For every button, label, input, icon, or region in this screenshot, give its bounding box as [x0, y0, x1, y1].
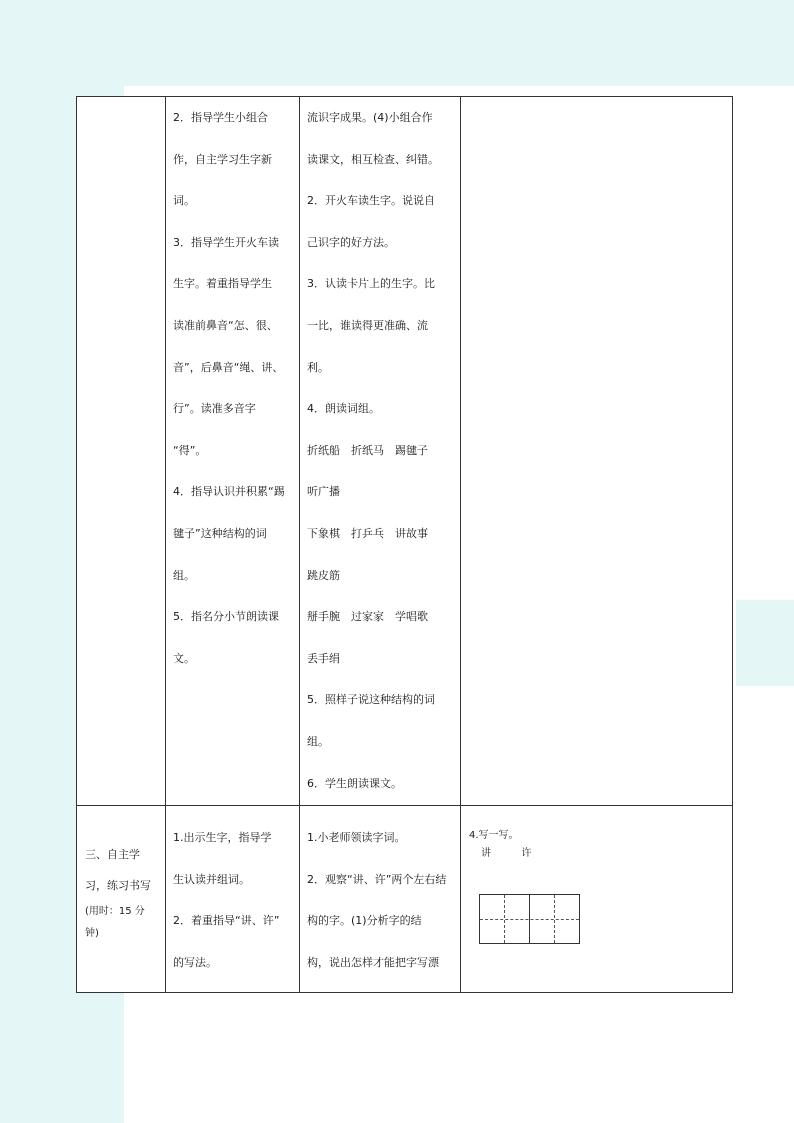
practice-heading: 4.写一写。	[469, 830, 519, 841]
text-line: 读准前鼻音“怎、很、	[173, 318, 278, 332]
row2-section-title	[85, 839, 151, 945]
text-line: 2．着重指导“讲、许”	[173, 914, 280, 928]
text-line: 组。	[307, 734, 329, 748]
text-line: 己识字的好方法。	[307, 235, 395, 249]
practice-characters	[469, 845, 531, 863]
text-line: 利。	[307, 360, 329, 374]
text-line: 丢手绢	[307, 651, 340, 665]
text-line: 2．开火车读生字。说说自	[307, 194, 435, 208]
text-line: 读课文，相互检查、纠错。	[307, 152, 439, 166]
text-line: 生字。着重指导学生	[173, 277, 272, 291]
text-line: 跳皮筋	[307, 568, 340, 582]
page-band-right	[736, 600, 794, 686]
text-line: 4．朗读词组。	[307, 402, 380, 416]
page-band-top	[0, 0, 794, 86]
text-line: (用时：15 分	[85, 906, 145, 917]
text-line: 组。	[173, 568, 195, 582]
text-line: 三、自主学	[85, 848, 140, 861]
text-line: 5．照样子说这种结构的词	[307, 693, 435, 707]
text-line: 4．指导认识并积累“踢	[173, 485, 285, 499]
text-line: 生认读并组词。	[173, 872, 250, 886]
row2-student-activities	[307, 817, 446, 983]
text-line: 3．指导学生开火车读	[173, 235, 279, 249]
text-line: 一比，谁读得更准确、流	[307, 318, 428, 332]
text-line: 6．学生朗读课文。	[307, 776, 402, 790]
text-line: 行”。读准多音字	[173, 402, 256, 416]
text-line: 2．指导学生小组合	[173, 111, 268, 124]
column-divider	[165, 97, 166, 992]
lesson-table	[76, 96, 733, 993]
text-line: “得”。	[173, 443, 207, 457]
text-line: 5．指名分小节朗读课	[173, 610, 279, 624]
grid-guide	[480, 919, 579, 920]
row-divider	[77, 805, 732, 806]
row1-teacher-activities	[173, 97, 285, 679]
practice-char: 讲	[481, 848, 491, 859]
writing-grid	[479, 894, 580, 944]
text-line: 音”，后鼻音“绳、讲、	[173, 360, 284, 374]
text-line: 2．观察“讲、许”两个左右结	[307, 872, 447, 886]
row2-teacher-activities	[173, 817, 279, 983]
text-line: 的写法。	[173, 955, 217, 969]
text-line: 习，练习书写	[85, 879, 151, 892]
column-divider	[299, 97, 300, 992]
text-line: 1.小老师领读字词。	[307, 831, 406, 844]
practice-char: 许	[521, 848, 532, 859]
text-line: 折纸船 折纸马 踢毽子	[307, 443, 428, 457]
column-divider	[460, 97, 461, 992]
text-line: 构，说出怎样才能把字写漂	[307, 955, 439, 969]
text-line: 掰手腕 过家家 学唱歌	[307, 610, 428, 624]
text-line: 3．认读卡片上的生字。比	[307, 277, 435, 291]
text-line: 钟)	[85, 928, 99, 939]
text-line: 听广播	[307, 485, 340, 499]
text-line: 流识字成果。(4)小组合作	[307, 111, 433, 124]
text-line: 文。	[173, 651, 195, 665]
row1-student-activities	[307, 97, 439, 804]
text-line: 词。	[173, 194, 195, 208]
text-line: 毽子”这种结构的词	[173, 526, 267, 540]
row2-writing-practice	[469, 827, 531, 863]
text-line: 下象棋 打乒乓 讲故事	[307, 526, 428, 540]
text-line: 1.出示生字，指导学	[173, 831, 272, 844]
text-line: 作，自主学习生字新	[173, 152, 272, 166]
text-line: 构的字。(1)分析字的结	[307, 914, 422, 928]
